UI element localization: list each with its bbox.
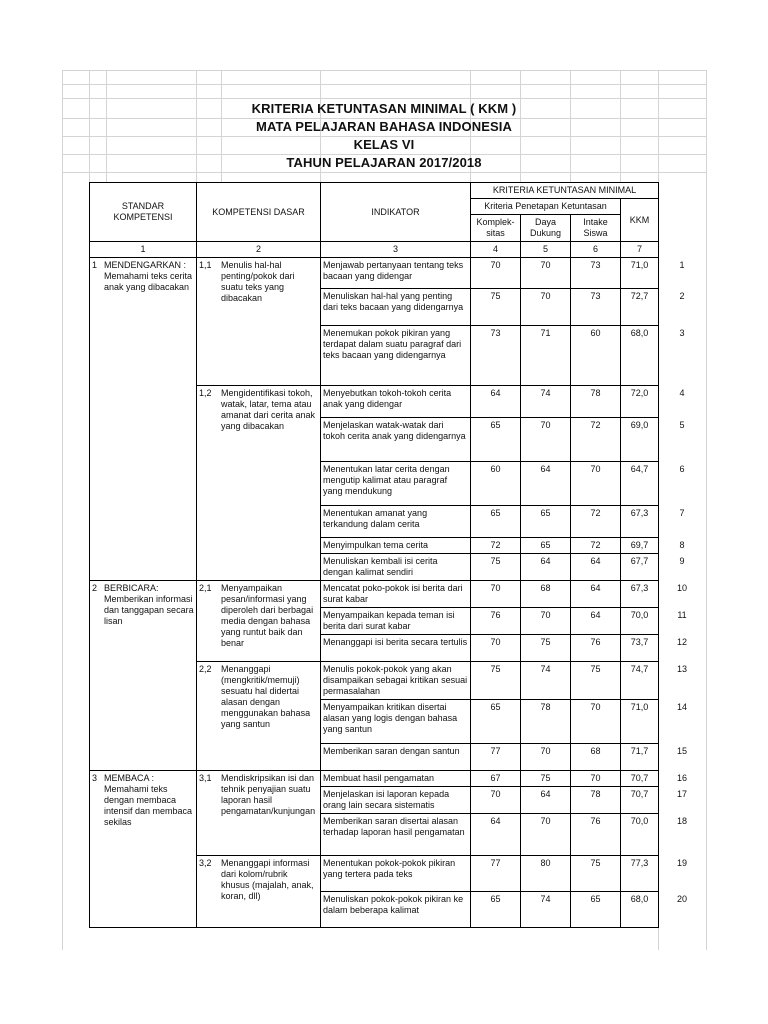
kompleksitas-value: 76 bbox=[471, 608, 521, 635]
daya-dukung-value: 71 bbox=[521, 326, 571, 386]
daya-dukung-value: 70 bbox=[521, 744, 571, 771]
row-index: 19 bbox=[676, 858, 687, 868]
indikator-cell: Menentukan pokok-pokok pikiran yang tertera pada teks bbox=[321, 856, 471, 892]
col-number-1: 1 bbox=[90, 242, 197, 258]
row-index: 1 bbox=[679, 260, 685, 270]
title-line-3: KELAS VI bbox=[353, 137, 415, 152]
kompleksitas-value: 77 bbox=[471, 744, 521, 771]
row-index: 13 bbox=[676, 664, 687, 674]
kkm-table bbox=[89, 182, 659, 928]
title-line-1: KRITERIA KETUNTASAN MINIMAL ( KKM ) bbox=[251, 101, 517, 116]
kkm-value: 71,0 bbox=[621, 258, 659, 289]
indikator-cell: Menuliskan pokok-pokok pikiran ke dalam beberapa kalimat bbox=[321, 892, 471, 928]
daya-dukung-value: 64 bbox=[521, 554, 571, 581]
header-kkm: KKM bbox=[621, 199, 659, 242]
kompetensi-dasar bbox=[199, 388, 318, 432]
indikator-cell: Menjelaskan isi laporan kepada orang lain secara sistematis bbox=[321, 787, 471, 814]
kompetensi-dasar bbox=[199, 583, 318, 649]
kompleksitas-value: 73 bbox=[471, 326, 521, 386]
row-index: 12 bbox=[676, 637, 687, 647]
kompetensi-number: 2,2 bbox=[199, 664, 212, 674]
row-index: 3 bbox=[679, 328, 685, 338]
kompetensi-number: 1,2 bbox=[199, 388, 212, 398]
standar-kompetensi bbox=[92, 583, 194, 627]
indikator-cell: Menyebutkan tokoh-tokoh cerita anak yang didengar bbox=[321, 386, 471, 418]
kompetensi-text: Menulis hal-hal penting/pokok dari suatu teks yang dibacakan bbox=[221, 260, 295, 303]
grid-line bbox=[62, 84, 706, 85]
daya-dukung-value: 74 bbox=[521, 892, 571, 928]
indikator-cell: Menulis pokok-pokok yang akan disampaikan sebagai kritikan sesuai permasalahan bbox=[321, 662, 471, 700]
intake-siswa-value: 64 bbox=[571, 554, 621, 581]
kkm-value: 72,0 bbox=[621, 386, 659, 418]
kompetensi-text: Mendiskripsikan isi dan tehnik penyajian suatu laporan hasil pengamatan/kunjungan bbox=[221, 773, 316, 816]
kompleksitas-value: 65 bbox=[471, 418, 521, 462]
header-kompleksitas: Komplek-sitas bbox=[471, 215, 521, 242]
daya-dukung-value: 75 bbox=[521, 635, 571, 662]
indikator-cell: Memberikan saran disertai alasan terhadap laporan hasil pengamatan bbox=[321, 814, 471, 856]
kkm-value: 67,3 bbox=[621, 581, 659, 608]
standar-number: 3 bbox=[92, 773, 98, 783]
daya-dukung-value: 64 bbox=[521, 462, 571, 506]
kompleksitas-value: 77 bbox=[471, 856, 521, 892]
col-number-6: 6 bbox=[571, 242, 621, 258]
kompetensi-number: 3,1 bbox=[199, 773, 212, 783]
kompleksitas-value: 67 bbox=[471, 771, 521, 787]
grid-line bbox=[62, 98, 706, 99]
daya-dukung-value: 70 bbox=[521, 608, 571, 635]
title-line-4: TAHUN PELAJARAN 2017/2018 bbox=[286, 155, 482, 170]
kompleksitas-value: 60 bbox=[471, 462, 521, 506]
kompleksitas-value: 75 bbox=[471, 554, 521, 581]
indikator-cell: Memberikan saran dengan santun bbox=[321, 744, 471, 771]
kkm-value: 68,0 bbox=[621, 326, 659, 386]
table-row bbox=[90, 258, 659, 289]
intake-siswa-value: 64 bbox=[571, 581, 621, 608]
standar-text: MEMBACA : Memahami teks dengan membaca intensif dan membaca sekilas bbox=[104, 773, 193, 827]
intake-siswa-value: 68 bbox=[571, 744, 621, 771]
kkm-value: 69,7 bbox=[621, 538, 659, 554]
indikator-cell: Membuat hasil pengamatan bbox=[321, 771, 471, 787]
kompetensi-text: Menanggapi informasi dari kolom/rubrik khusus (majalah, anak, koran, dll) bbox=[221, 858, 314, 901]
kompetensi-dasar-cell bbox=[197, 581, 321, 662]
daya-dukung-value: 70 bbox=[521, 289, 571, 326]
intake-siswa-value: 60 bbox=[571, 326, 621, 386]
intake-siswa-value: 72 bbox=[571, 538, 621, 554]
header-daya-dukung: Daya Dukung bbox=[521, 215, 571, 242]
indikator-cell: Menjelaskan watak-watak dari tokoh cerita anak yang didengarnya bbox=[321, 418, 471, 462]
kkm-value: 77,3 bbox=[621, 856, 659, 892]
row-index: 5 bbox=[679, 420, 685, 430]
col-number-5: 5 bbox=[521, 242, 571, 258]
standar-kompetensi-cell bbox=[90, 581, 197, 771]
kompleksitas-value: 65 bbox=[471, 506, 521, 538]
kompleksitas-value: 75 bbox=[471, 662, 521, 700]
intake-siswa-value: 70 bbox=[571, 700, 621, 744]
header-kriteria: KRITERIA KETUNTASAN MINIMAL bbox=[471, 183, 659, 199]
kompetensi-number: 2,1 bbox=[199, 583, 212, 593]
daya-dukung-value: 65 bbox=[521, 506, 571, 538]
col-number-7: 7 bbox=[621, 242, 659, 258]
kompetensi-dasar-cell bbox=[197, 386, 321, 581]
kkm-value: 73,7 bbox=[621, 635, 659, 662]
row-index: 11 bbox=[677, 610, 687, 620]
col-number-4: 4 bbox=[471, 242, 521, 258]
intake-siswa-value: 75 bbox=[571, 856, 621, 892]
kompetensi-dasar bbox=[199, 858, 318, 902]
row-index: 8 bbox=[679, 540, 685, 550]
kkm-value: 70,7 bbox=[621, 787, 659, 814]
row-index: 10 bbox=[676, 583, 687, 593]
indikator-cell: Menemukan pokok pikiran yang terdapat dalam suatu paragraf dari teks bacaan yang didengarnya bbox=[321, 326, 471, 386]
indikator-cell: Menyampaikan kepada teman isi berita dari surat kabar bbox=[321, 608, 471, 635]
intake-siswa-value: 76 bbox=[571, 635, 621, 662]
standar-kompetensi bbox=[92, 773, 194, 828]
kompetensi-dasar bbox=[199, 773, 318, 817]
header-kompetensi-dasar: KOMPETENSI DASAR bbox=[197, 183, 321, 242]
kompetensi-dasar-cell bbox=[197, 258, 321, 386]
kkm-value: 72,7 bbox=[621, 289, 659, 326]
kkm-value: 64,7 bbox=[621, 462, 659, 506]
kompleksitas-value: 72 bbox=[471, 538, 521, 554]
kompleksitas-value: 75 bbox=[471, 289, 521, 326]
grid-line bbox=[62, 70, 706, 71]
kompetensi-text: Mengidentifikasi tokoh, watak, latar, tema atau amanat dari cerita anak yang dibacakan bbox=[221, 388, 316, 431]
row-index: 14 bbox=[676, 702, 687, 712]
row-index: 16 bbox=[676, 773, 687, 783]
standar-kompetensi-cell bbox=[90, 771, 197, 928]
row-index: 2 bbox=[679, 291, 685, 301]
intake-siswa-value: 65 bbox=[571, 892, 621, 928]
kompetensi-text: Menyampaikan pesan/informasi yang diperoleh dari berbagai media dengan bahasa yang runtut baik dan benar bbox=[221, 583, 314, 648]
indikator-cell: Mencatat poko-pokok isi berita dari surat kabar bbox=[321, 581, 471, 608]
intake-siswa-value: 78 bbox=[571, 386, 621, 418]
kkm-value: 68,0 bbox=[621, 892, 659, 928]
kompleksitas-value: 70 bbox=[471, 635, 521, 662]
daya-dukung-value: 80 bbox=[521, 856, 571, 892]
table-row bbox=[90, 771, 659, 787]
row-index: 6 bbox=[679, 464, 685, 474]
kkm-value: 70,7 bbox=[621, 771, 659, 787]
header-penetapan: Kriteria Penetapan Ketuntasan bbox=[471, 199, 621, 215]
grid-line bbox=[62, 172, 706, 173]
kompleksitas-value: 64 bbox=[471, 386, 521, 418]
standar-text: BERBICARA: Memberikan informasi dan tanggapan secara lisan bbox=[104, 583, 194, 626]
kompleksitas-value: 70 bbox=[471, 581, 521, 608]
kompleksitas-value: 65 bbox=[471, 892, 521, 928]
header-indikator: INDIKATOR bbox=[321, 183, 471, 242]
kompetensi-dasar-cell bbox=[197, 662, 321, 771]
daya-dukung-value: 74 bbox=[521, 386, 571, 418]
standar-number: 2 bbox=[92, 583, 98, 593]
daya-dukung-value: 68 bbox=[521, 581, 571, 608]
kompetensi-number: 3,2 bbox=[199, 858, 212, 868]
kkm-value: 69,0 bbox=[621, 418, 659, 462]
kompetensi-dasar-cell bbox=[197, 856, 321, 928]
intake-siswa-value: 70 bbox=[571, 771, 621, 787]
kkm-value: 70,0 bbox=[621, 608, 659, 635]
kkm-value: 67,7 bbox=[621, 554, 659, 581]
daya-dukung-value: 78 bbox=[521, 700, 571, 744]
standar-kompetensi-cell bbox=[90, 258, 197, 581]
intake-siswa-value: 64 bbox=[571, 608, 621, 635]
daya-dukung-value: 70 bbox=[521, 418, 571, 462]
indikator-cell: Menuliskan kembali isi cerita dengan kalimat sendiri bbox=[321, 554, 471, 581]
daya-dukung-value: 70 bbox=[521, 258, 571, 289]
col-number-3: 3 bbox=[321, 242, 471, 258]
grid-line bbox=[706, 70, 707, 950]
kkm-value: 71,7 bbox=[621, 744, 659, 771]
row-index: 18 bbox=[676, 816, 687, 826]
kompetensi-dasar-cell bbox=[197, 771, 321, 856]
kompleksitas-value: 64 bbox=[471, 814, 521, 856]
kompetensi-text: Menanggapi (mengkritik/memuji) sesuatu hal didertai alasan dengan menggunakan bahasa yang santun bbox=[221, 664, 311, 729]
row-index: 20 bbox=[676, 894, 687, 904]
intake-siswa-value: 78 bbox=[571, 787, 621, 814]
daya-dukung-value: 70 bbox=[521, 814, 571, 856]
standar-text: MENDENGARKAN : Memahami teks cerita anak yang dibacakan bbox=[104, 260, 193, 292]
col-number-2: 2 bbox=[197, 242, 321, 258]
daya-dukung-value: 64 bbox=[521, 787, 571, 814]
kompetensi-dasar bbox=[199, 664, 318, 730]
indikator-cell: Menuliskan hal-hal yang penting dari teks bacaan yang didengarnya bbox=[321, 289, 471, 326]
indikator-cell: Menyimpulkan tema cerita bbox=[321, 538, 471, 554]
intake-siswa-value: 76 bbox=[571, 814, 621, 856]
indikator-cell: Menentukan amanat yang terkandung dalam cerita bbox=[321, 506, 471, 538]
kkm-value: 71,0 bbox=[621, 700, 659, 744]
table-row bbox=[90, 581, 659, 608]
kkm-value: 67,3 bbox=[621, 506, 659, 538]
kompleksitas-value: 65 bbox=[471, 700, 521, 744]
table-body bbox=[90, 258, 659, 928]
kompleksitas-value: 70 bbox=[471, 787, 521, 814]
row-index: 15 bbox=[676, 746, 687, 756]
row-index: 17 bbox=[676, 789, 687, 799]
row-index: 7 bbox=[679, 508, 685, 518]
kompetensi-number: 1,1 bbox=[199, 260, 212, 270]
daya-dukung-value: 74 bbox=[521, 662, 571, 700]
header-standar-kompetensi: STANDAR KOMPETENSI bbox=[90, 183, 197, 242]
title-line-2: MATA PELAJARAN BAHASA INDONESIA bbox=[256, 119, 512, 134]
indikator-cell: Menyampaikan kritikan disertai alasan yang logis dengan bahasa yang santun bbox=[321, 700, 471, 744]
intake-siswa-value: 70 bbox=[571, 462, 621, 506]
header-intake-siswa: Intake Siswa bbox=[571, 215, 621, 242]
standar-number: 1 bbox=[92, 260, 98, 270]
indikator-cell: Menanggapi isi berita secara tertulis bbox=[321, 635, 471, 662]
daya-dukung-value: 75 bbox=[521, 771, 571, 787]
indikator-cell: Menjawab pertanyaan tentang teks bacaan yang didengar bbox=[321, 258, 471, 289]
daya-dukung-value: 65 bbox=[521, 538, 571, 554]
indikator-cell: Menentukan latar cerita dengan mengutip kalimat atau paragraf yang mendukung bbox=[321, 462, 471, 506]
intake-siswa-value: 72 bbox=[571, 506, 621, 538]
row-index: 9 bbox=[679, 556, 685, 566]
intake-siswa-value: 73 bbox=[571, 258, 621, 289]
title-block bbox=[62, 100, 706, 172]
kompleksitas-value: 70 bbox=[471, 258, 521, 289]
kkm-value: 70,0 bbox=[621, 814, 659, 856]
intake-siswa-value: 75 bbox=[571, 662, 621, 700]
intake-siswa-value: 73 bbox=[571, 289, 621, 326]
kompetensi-dasar bbox=[199, 260, 318, 304]
standar-kompetensi bbox=[92, 260, 194, 293]
row-index: 4 bbox=[679, 388, 685, 398]
intake-siswa-value: 72 bbox=[571, 418, 621, 462]
kkm-value: 74,7 bbox=[621, 662, 659, 700]
grid-line bbox=[62, 70, 63, 950]
